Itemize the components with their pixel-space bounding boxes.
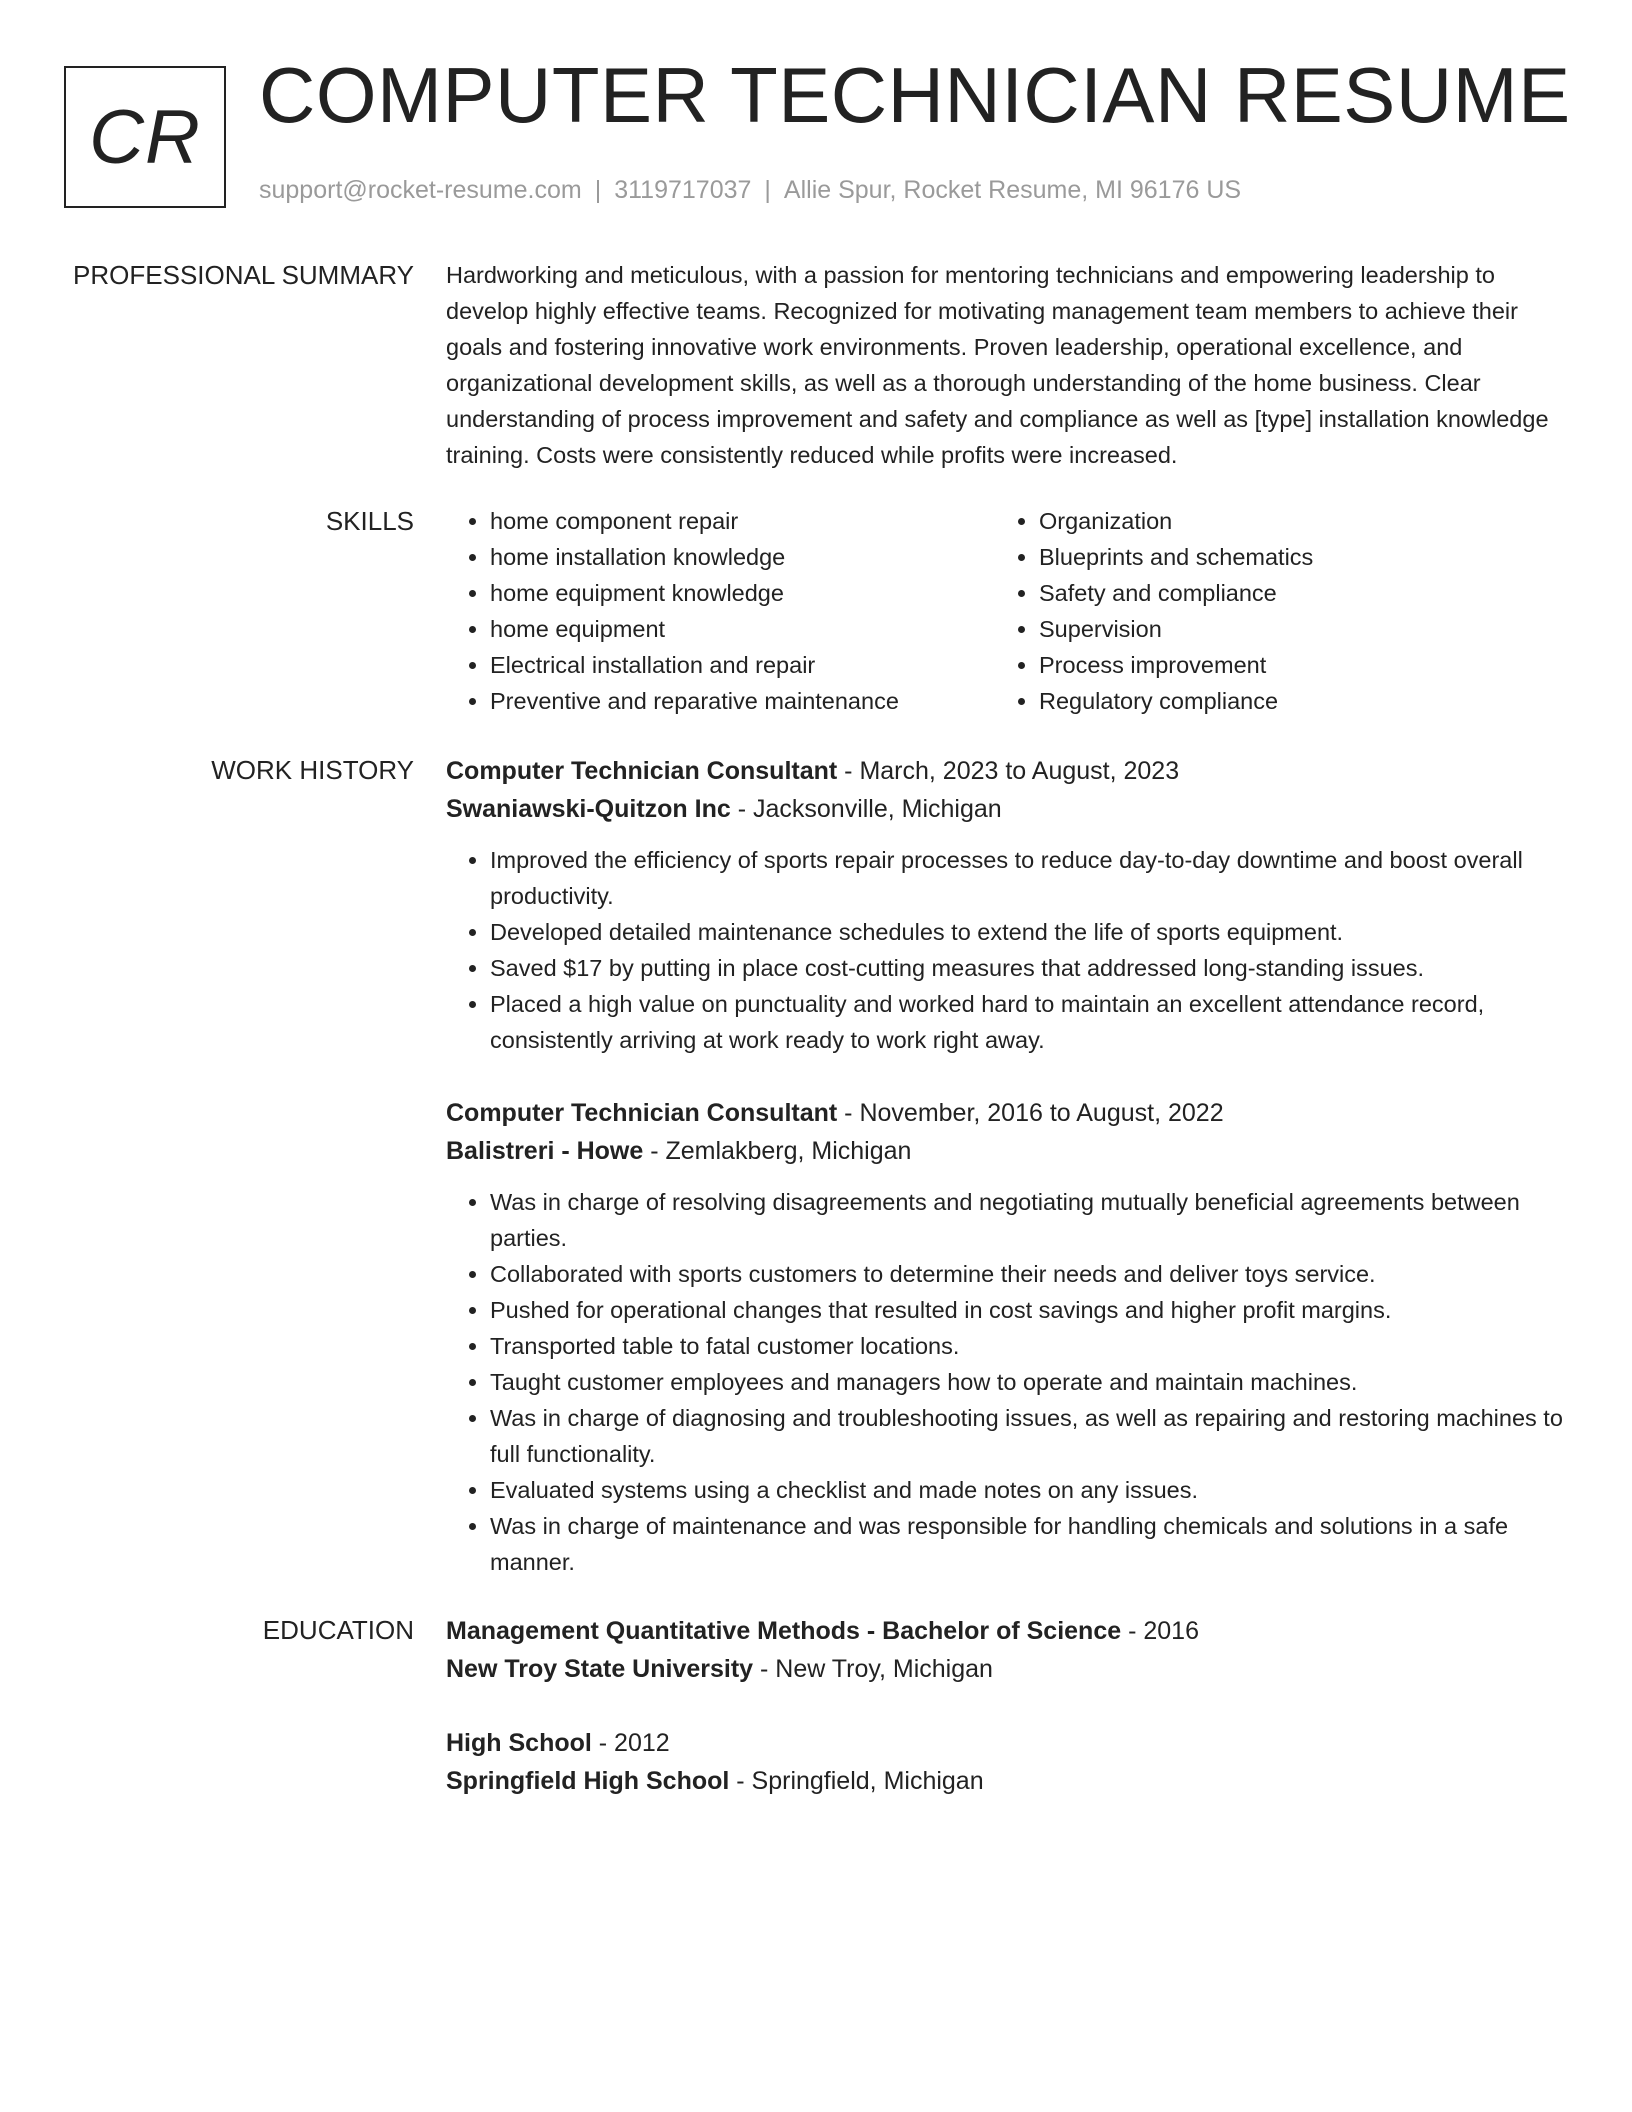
education-list [446,1612,1566,1800]
employer-location: - Zemlakberg, Michigan [643,1137,912,1165]
contact-line [259,176,1241,205]
duty-item: • Was in charge of maintenance and was responsible for handling chemicals and solutions in a safe manner. [490,1508,1566,1580]
skill-item: • home equipment [490,611,995,647]
monogram-logo: CR [64,66,226,208]
contact-email[interactable]: support@rocket-resume.com [259,176,582,204]
skill-item: • Preventive and reparative maintenance [490,683,995,719]
job-title: Computer Technician Consultant [446,757,838,785]
job-duties [446,1184,1566,1580]
education-entry [446,1724,1566,1800]
employer-location: - Jacksonville, Michigan [730,795,1002,823]
duty-item: • Was in charge of resolving disagreements and negotiating mutually beneficial agreements between parties. [490,1184,1566,1256]
school-name: New Troy State University [446,1655,754,1683]
skill-item: • Electrical installation and repair [490,647,995,683]
duty-item: • Taught customer employees and managers how to operate and maintain machines. [490,1364,1566,1400]
education-label: EDUCATION [262,1615,414,1645]
work-history-list [446,752,1566,1616]
skill-item: • Safety and compliance [1039,575,1313,611]
skill-item: • home installation knowledge [490,539,995,575]
degree-year: - 2016 [1121,1617,1199,1645]
summary-label: PROFESSIONAL SUMMARY [73,260,414,290]
duty-item: • Developed detailed maintenance schedules to extend the life of sports equipment. [490,914,1566,950]
skills-label: SKILLS [325,506,414,536]
duty-item: • Evaluated systems using a checklist and made notes on any issues. [490,1472,1566,1508]
job-duties [446,842,1566,1058]
school-name: Springfield High School [446,1767,730,1795]
degree-year: - 2012 [591,1729,670,1757]
job-entry [446,752,1566,1058]
employer-line [446,790,1566,828]
job-dates: - March, 2023 to August, 2023 [837,757,1180,785]
work-history-label: WORK HISTORY [211,755,414,785]
school-location: - Springfield, Michigan [729,1767,984,1795]
job-dates: - November, 2016 to August, 2022 [837,1099,1224,1127]
skills-list-left [446,503,995,719]
job-title: Computer Technician Consultant [446,1099,838,1127]
contact-phone[interactable]: 3119717037 [614,176,752,204]
resume-title: COMPUTER TECHNICIAN RESUME [259,51,1571,139]
employer-name: Balistreri - Howe [446,1137,644,1165]
contact-separator: | [764,176,771,204]
summary-text: Hardworking and meticulous, with a passion for mentoring technicians and empowering leadership to develop highly effective teams. Recognized for motivating management team members to achieve their goals and fostering innovative work environments. Proven leadership, operational excellence, and organizational development skills, as well as a thorough understanding of the home business. Clear understanding of process improvement and safety and compliance as well as [type] installation knowledge training. Costs were consistently reduced while profits were increased. [446,262,1549,468]
education-entry [446,1612,1566,1688]
employer-line [446,1132,1566,1170]
duty-item: • Improved the efficiency of sports repair processes to reduce day-to-day downtime and boost overall productivity. [490,842,1566,914]
skill-item: • home component repair [490,503,995,539]
job-title-line [446,1094,1566,1132]
duty-item: • Placed a high value on punctuality and worked hard to maintain an excellent attendance record, consistently arriving at work ready to work right away. [490,986,1566,1058]
skill-item: • Organization [1039,503,1313,539]
school-location: - New Troy, Michigan [753,1655,993,1683]
job-title-line [446,752,1566,790]
employer-name: Swaniawski-Quitzon Inc [446,795,731,823]
skill-item: • home equipment knowledge [490,575,995,611]
degree-line [446,1724,1566,1762]
duty-item: • Was in charge of diagnosing and troubleshooting issues, as well as repairing and restoring machines to full functionality. [490,1400,1566,1472]
duty-item: • Saved $17 by putting in place cost-cutting measures that addressed long-standing issues. [490,950,1566,986]
duty-item: • Transported table to fatal customer locations. [490,1328,1566,1364]
contact-address: Allie Spur, Rocket Resume, MI 96176 US [783,176,1242,204]
skill-item: • Blueprints and schematics [1039,539,1313,575]
skills-list-right [995,503,1313,719]
degree-name: Management Quantitative Methods - Bachelor of Science [446,1617,1122,1645]
degree-name: High School [446,1729,592,1757]
duty-item: • Pushed for operational changes that resulted in cost savings and higher profit margins. [490,1292,1566,1328]
duty-item: • Collaborated with sports customers to determine their needs and deliver toys service. [490,1256,1566,1292]
skill-item: • Process improvement [1039,647,1313,683]
skill-item: • Supervision [1039,611,1313,647]
job-entry [446,1094,1566,1580]
degree-line [446,1612,1566,1650]
school-line [446,1650,1566,1688]
school-line [446,1762,1566,1800]
contact-separator: | [594,176,602,204]
skill-item: • Regulatory compliance [1039,683,1313,719]
